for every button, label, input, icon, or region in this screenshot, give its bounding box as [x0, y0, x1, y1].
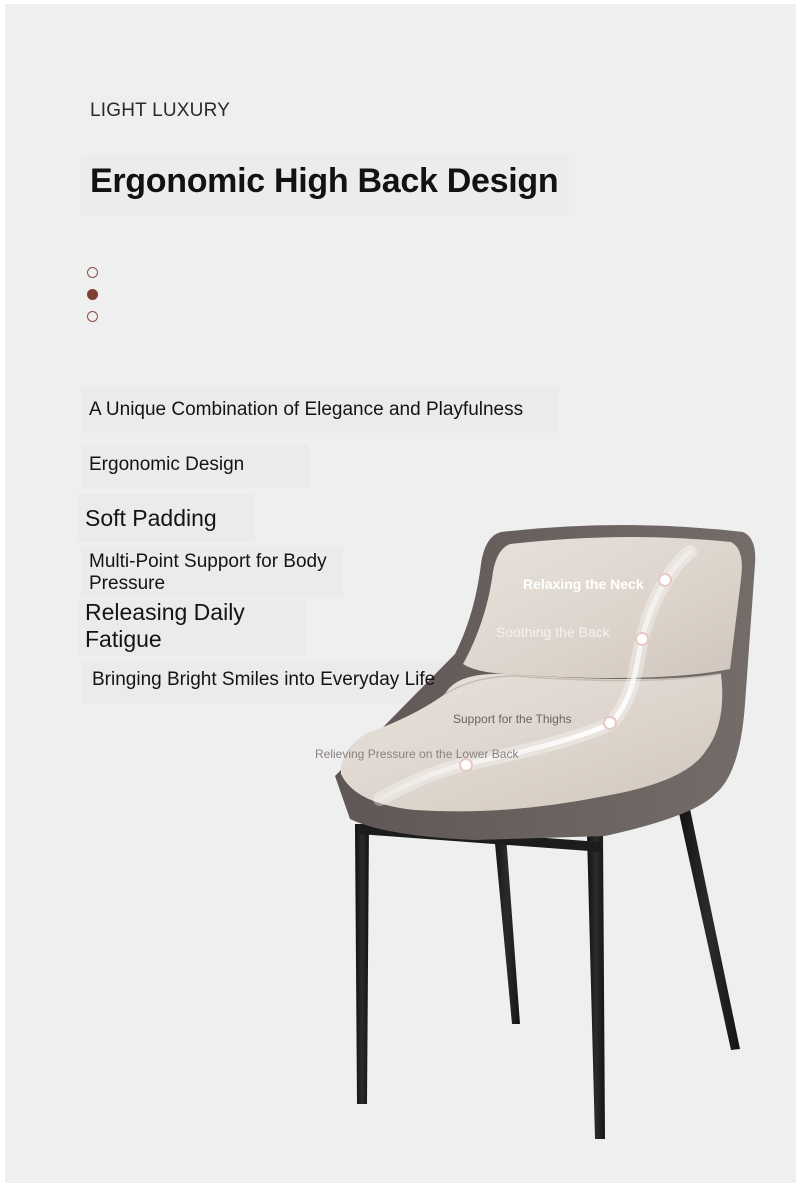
feature-6: Bringing Bright Smiles into Everyday Life — [92, 669, 436, 690]
product-page — [5, 4, 796, 1183]
feature-5: Releasing Daily Fatigue — [85, 599, 245, 652]
front-left-leg — [355, 824, 369, 1104]
callout-thighs: Support for the Thighs — [453, 712, 572, 726]
neck-point — [659, 574, 671, 586]
back-cushion — [463, 537, 742, 678]
front-right-leg — [587, 834, 605, 1139]
page-title: Ergonomic High Back Design — [90, 162, 559, 200]
eyebrow-label: LIGHT LUXURY — [90, 100, 231, 121]
feature-4: Multi-Point Support for Body Pressure — [89, 551, 327, 594]
callout-back: Soothing the Back — [496, 624, 610, 640]
feature-2: Ergonomic Design — [89, 454, 245, 475]
thigh-point — [604, 717, 616, 729]
feature-1: A Unique Combination of Elegance and Playfulness — [89, 399, 524, 420]
feature-3: Soft Padding — [85, 505, 217, 531]
back-right-leg — [677, 804, 740, 1050]
back-point — [636, 633, 648, 645]
callout-lower-back: Relieving Pressure on the Lower Back — [315, 747, 519, 761]
callout-neck: Relaxing the Neck — [523, 576, 644, 592]
back-left-leg — [493, 822, 520, 1024]
